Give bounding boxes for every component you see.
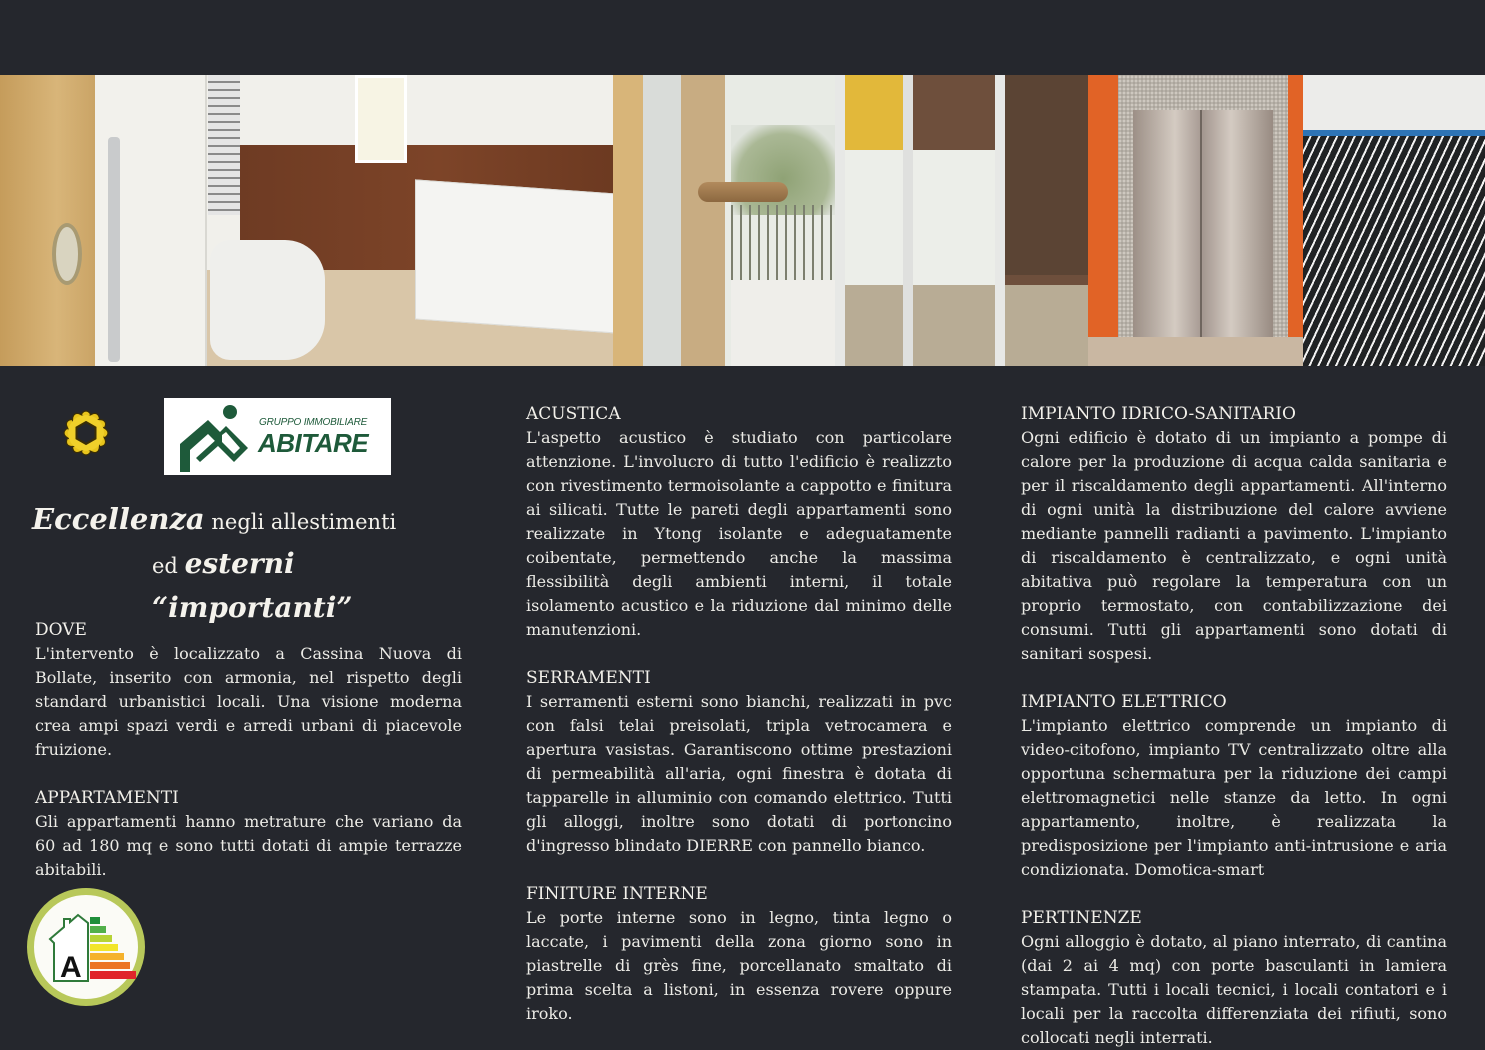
tagline-emphasis: Eccellenza	[32, 502, 205, 536]
section-title: ACUSTICA	[526, 404, 621, 424]
abitare-house-icon	[178, 404, 258, 472]
section-body: Gli appartamenti hanno metrature che variano da 60 ad 180 mq e sono tutti dotati di ampie terrazze abitabili.	[35, 812, 462, 879]
energy-class-letter: A	[60, 951, 82, 984]
right-column	[1021, 402, 1447, 1050]
tagline-text: ed	[152, 554, 178, 578]
section-appartamenti	[35, 786, 462, 882]
section-pertinenze	[1021, 906, 1447, 1050]
energy-class-badge	[27, 888, 145, 1006]
section-title: IMPIANTO ELETTRICO	[1021, 692, 1227, 712]
section-title: APPARTAMENTI	[35, 788, 179, 808]
tagline-text: negli allestimenti	[211, 510, 397, 534]
tagline-emphasis: esterni “importanti”	[152, 547, 353, 624]
section-dove	[35, 618, 462, 762]
corridor-photo	[835, 75, 1088, 366]
energy-house-icon	[48, 913, 140, 985]
elevator-photo	[1088, 75, 1303, 366]
section-title: PERTINENZE	[1021, 908, 1142, 928]
section-body: Ogni edificio è dotato di un impianto a pompe di calore per la produzione di acqua calda sanitaria e per il riscaldamento degli appartamenti. All'interno di ogni unità la distribuzione del calore avviene mediante pannelli radianti a pavimento. L'impianto di riscaldamento è centralizzato, e ogni unità abitativa può regolare la temperatura con un proprio termostato, con contabilizzazione dei consumi. Tutti gli appartamenti sono dotati di sanitari sospesi.	[1021, 428, 1447, 663]
section-body: L'intervento è localizzato a Cassina Nuova di Bollate, inserito con armonia, nel rispetto degli standard urbanistici locali. Una visione moderna crea ampi spazi verdi e arredi urbani di piacevole fruizione.	[35, 644, 462, 759]
section-body: Le porte interne sono in legno, tinta legno o laccate, i pavimenti della zona giorno sono in piastrelle di grès fine, porcellanato smaltato di prima scelta a listoni, in essenza rovere oppure iroko.	[526, 908, 952, 1023]
radiant-floor-photo	[1303, 75, 1485, 366]
section-title: DOVE	[35, 620, 87, 640]
section-body: L'impianto elettrico comprende un impianto di video-citofono, impianto TV centralizzato oltre alla opportuna schermatura per la riduzione dei campi elettromagnetici nelle stanze da letto. In ogni appartamento, inoltre, è realizzata la predisposizione per l'impianto anti-intrusione e aria condizionata. Domotica-smart	[1021, 716, 1447, 879]
section-impianto-idrico	[1021, 402, 1447, 666]
balcony-photo	[643, 75, 835, 366]
gold-emblem-icon	[45, 397, 127, 469]
left-column	[35, 618, 462, 906]
section-body: Ogni alloggio è dotato, al piano interrato, di cantina (dai 2 ai 4 mq) con porte basculanti in lamiera stampata. Tutti i locali tecnici, i locali contatori e i locali per la raccolta differenziata dei rifiuti, sono collocati negli interrati.	[1021, 932, 1447, 1047]
section-title: IMPIANTO IDRICO-SANITARIO	[1021, 404, 1296, 424]
section-title: SERRAMENTI	[526, 668, 651, 688]
abitare-logo	[164, 398, 391, 475]
tagline	[32, 498, 472, 631]
section-impianto-elettrico	[1021, 690, 1447, 882]
bathroom-photo	[0, 75, 643, 366]
section-serramenti	[526, 666, 952, 858]
section-body: I serramenti esterni sono bianchi, realizzati in pvc con falsi telai preisolati, tripla vetrocamera e apertura vasistas. Garantiscono ottime prestazioni di permeabilità all'aria, ogni finestra è dotata di tapparelle in alluminio con comando elettrico. Tutti gli alloggi, inoltre sono dotati di portoncino d'ingresso blindato DIERRE con pannello bianco.	[526, 692, 952, 855]
brand-name: ABITARE	[258, 428, 369, 458]
section-body: L'aspetto acustico è studiato con particolare attenzione. L'involucro di tutto l'edificio è realizzto con rivestimento termoisolante a cappotto e finitura ai silicati. Tutte le pareti degli appartamenti sono realizzate in Ytong isolante e adeguatamente coibentate, permettendo anche la massima flessibilità degli ambienti interni, il totale isolamento acustico e la riduzione dal minimo delle manutenzioni.	[526, 428, 952, 639]
photo-strip	[0, 75, 1485, 366]
middle-column	[526, 402, 952, 1050]
section-title: FINITURE INTERNE	[526, 884, 708, 904]
section-finiture-interne	[526, 882, 952, 1026]
section-acustica	[526, 402, 952, 642]
brand-group-label: GRUPPO IMMOBILIARE	[259, 417, 368, 428]
